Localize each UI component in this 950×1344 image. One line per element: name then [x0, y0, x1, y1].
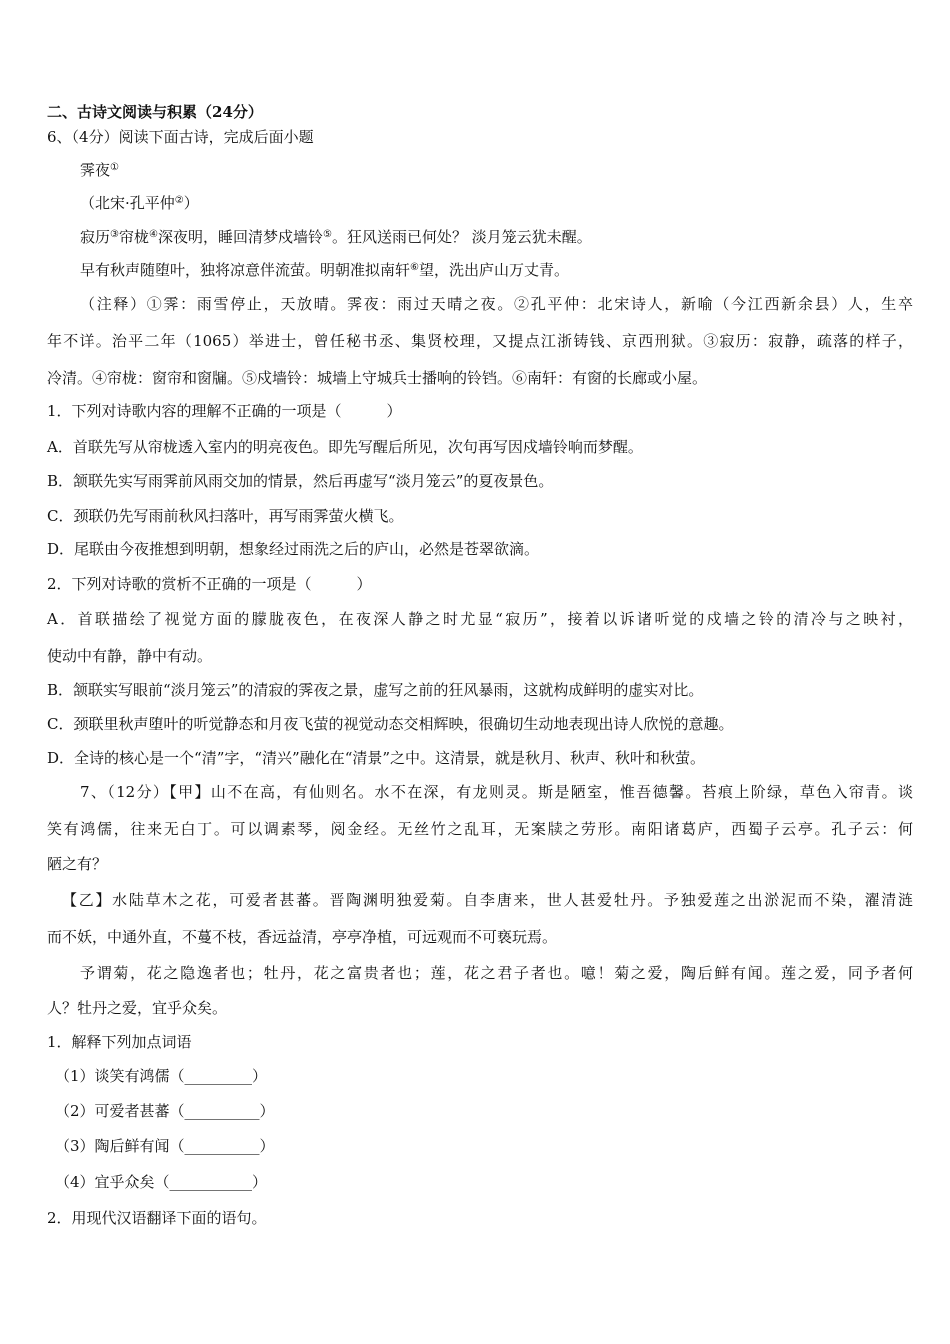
poem-notes-line-3: 冷清。④帘栊：窗帘和窗牖。⑤戍墙铃：城墙上守城兵士播响的铃铛。⑥南轩：有窗的长廊或小屋。 — [47, 369, 708, 387]
section-title: 二、古诗文阅读与积累（24分） — [47, 103, 263, 121]
q7-yi-line-3: 予谓菊，花之隐逸者也；牡丹，花之富贵者也；莲，花之君子者也。噫！菊之爱，陶后鲜有闻。莲之爱，同予者何 — [80, 964, 913, 982]
q6-sub1-option-d: D．尾联由今夜推想到明朝，想象经过雨洗之后的庐山，必然是苍翠欲滴。 — [47, 540, 540, 558]
note-marker: ⑥ — [410, 262, 419, 273]
poem-line-2: 早有秋声随堕叶，独将凉意伴流萤。明朝准拟南轩⑥望，洗出庐山万丈青。 — [80, 261, 569, 279]
note-marker: ② — [174, 195, 184, 206]
q7-jia-line-2: 笑有鸿儒，往来无白丁。可以调素琴，阅金经。无丝竹之乱耳，无案牍之劳形。南阳诸葛庐，西蜀子云亭。孔子云：何 — [47, 820, 913, 838]
q7-item-1: （1）谈笑有鸿儒（_________） — [55, 1067, 268, 1085]
q6-sub2-option-a-line-1: A．首联描绘了视觉方面的朦胧夜色，在夜深人静之时尤显“寂历”，接着以诉诸听觉的戍墙之铃的清冷与之映衬， — [47, 610, 913, 628]
q7-jia-line-3: 陋之有？ — [47, 855, 108, 873]
note-marker: ③ — [110, 229, 119, 240]
note-marker: ⑤ — [322, 229, 332, 240]
q6-sub2-option-a-line-2: 使动中有静，静中有动。 — [47, 647, 213, 665]
poem-title: 霁夜① — [80, 161, 119, 179]
q7-item-4: （4）宜乎众矣（___________） — [55, 1173, 268, 1191]
q6-sub1-option-b: B．颔联先实写雨霁前风雨交加的情景，然后再虚写“淡月笼云”的夏夜景色。 — [47, 472, 554, 490]
q6-header: 6、（4分）阅读下面古诗，完成后面小题 — [47, 128, 314, 146]
q6-sub2-stem: 2．下列对诗歌的赏析不正确的一项是（ ） — [47, 575, 372, 593]
q7-sub1-stem: 1．解释下列加点词语 — [47, 1033, 192, 1051]
q6-sub2-option-c: C．颈联里秋声堕叶的听觉静态和月夜飞萤的视觉动态交相辉映，很确切生动地表现出诗人欣悦的意趣。 — [47, 715, 734, 733]
poem-author: （北宋·孔平仲②） — [80, 194, 199, 212]
q7-sub2-stem: 2．用现代汉语翻译下面的语句。 — [47, 1209, 267, 1227]
q6-sub2-option-b: B．颔联实写眼前“淡月笼云”的清寂的霁夜之景，虚写之前的狂风暴雨，这就构成鲜明的虚实对比。 — [47, 681, 704, 699]
poem-line-1: 寂历③帘栊④深夜明，睡回清梦戍墙铃⑤。狂风送雨已何处？ 淡月笼云犹未醒。 — [80, 228, 592, 246]
poem-notes-line-2: 年不详。治平二年（1065）举进士，曾任秘书丞、集贤校理，又提点江浙铸钱、京西刑狱。③寂历：寂静，疏落的样子， — [47, 332, 913, 350]
poem-notes-line-1: （注释）①霁：雨雪停止，天放晴。霁夜：雨过天晴之夜。②孔平仲：北宋诗人，新喻（今江西新余县）人，生卒 — [80, 295, 913, 313]
q7-item-3: （3）陶后鲜有闻（__________） — [55, 1137, 275, 1155]
q6-sub1-option-c: C．颈联仍先写雨前秋风扫落叶，再写雨霁萤火横飞。 — [47, 507, 404, 525]
q6-sub1-option-a: A．首联先写从帘栊透入室内的明亮夜色。即先写醒后所见，次句再写因戍墙铃响而梦醒。 — [47, 438, 643, 456]
q6-sub2-option-d: D．全诗的核心是一个“清”字，“清兴”融化在“清景”之中。这清景，就是秋月、秋声、秋叶和秋萤。 — [47, 749, 706, 767]
note-marker: ④ — [149, 229, 158, 240]
q7-yi-line-1: 【乙】水陆草木之花，可爱者甚蕃。晋陶渊明独爱菊。自李唐来，世人甚爱牡丹。予独爱莲之出淤泥而不染，濯清涟 — [62, 891, 913, 909]
q7-jia-line-1: 7、（12分）【甲】山不在高，有仙则名。水不在深，有龙则灵。斯是陋室，惟吾德馨。苔痕上阶绿，草色入帘青。谈 — [80, 783, 913, 801]
q7-yi-line-2: 而不妖，中通外直，不蔓不枝，香远益清，亭亭净植，可远观而不可亵玩焉。 — [47, 928, 558, 946]
q7-item-2: （2）可爱者甚蕃（__________） — [55, 1102, 275, 1120]
q7-yi-line-4: 人？牡丹之爱，宜乎众矣。 — [47, 999, 228, 1017]
note-marker: ① — [110, 162, 119, 173]
q6-sub1-stem: 1．下列对诗歌内容的理解不正确的一项是（ ） — [47, 402, 402, 420]
